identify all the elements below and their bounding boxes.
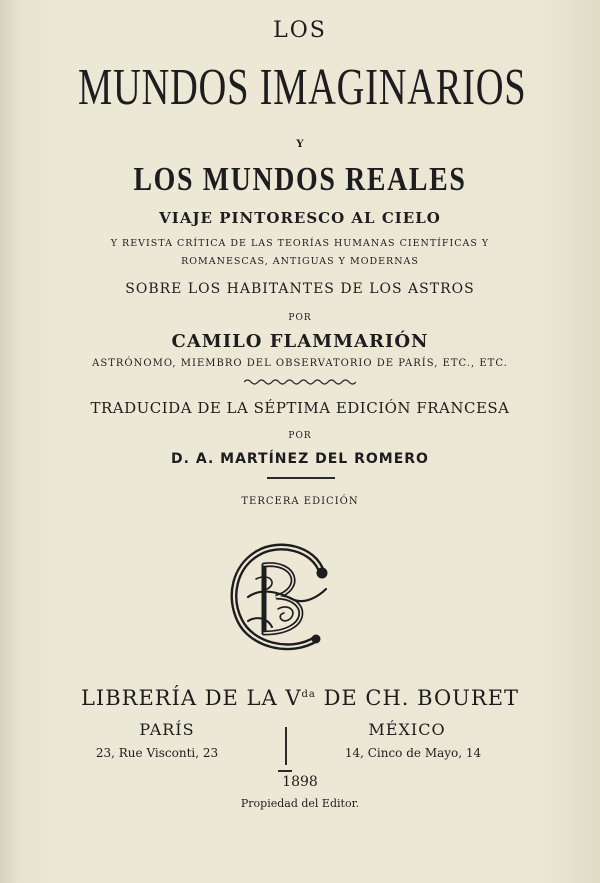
divider <box>267 477 335 479</box>
title-conjunction: Y <box>296 139 304 150</box>
author-por: POR <box>288 313 312 323</box>
subtitle-sobre: SOBRE LOS HABITANTES DE LOS ASTROS <box>125 281 475 297</box>
publisher-city-paris: PARÍS <box>139 720 195 739</box>
title-article: LOS <box>273 18 327 43</box>
publisher-address-paris: 23, Rue Visconti, 23 <box>95 746 219 760</box>
author-role: ASTRÓNOMO, MIEMBRO DEL OBSERVATORIO DE PARÍS, ETC., ETC. <box>92 358 508 369</box>
author-name: CAMILO FLAMMARIÓN <box>171 331 429 352</box>
publication-year: 1898 <box>282 774 318 790</box>
edition-label: TERCERA EDICIÓN <box>241 496 359 507</box>
translator-por: POR <box>288 431 312 441</box>
translator-name: D. A. MARTÍNEZ DEL ROMERO <box>171 451 429 467</box>
publisher-address-mexico: 14, Cinco de Mayo, 14 <box>344 746 482 760</box>
subtitle-viaje: VIAJE PINTORESCO AL CIELO <box>159 209 441 227</box>
subtitle-revista-line1: Y REVISTA CRÍTICA DE LAS TEORÍAS HUMANAS CIENTÍFICAS Y <box>110 238 490 249</box>
publisher-monogram-icon <box>218 535 344 661</box>
main-title: MUNDOS IMAGINARIOS <box>78 59 527 116</box>
year-rule <box>278 770 292 772</box>
rights-notice: Propiedad del Editor. <box>240 797 360 810</box>
ornamental-rule <box>244 378 356 386</box>
translation-note: TRADUCIDA DE LA SÉPTIMA EDICIÓN FRANCESA <box>90 399 510 417</box>
publisher-city-mexico: MÉXICO <box>368 720 446 739</box>
secondary-title: LOS MUNDOS REALES <box>133 161 467 198</box>
publisher-name: LIBRERÍA DE LA $V^{da}$ DE CH. BOURET <box>80 686 520 710</box>
subtitle-revista-line2: ROMANESCAS, ANTIGUAS Y MODERNAS <box>181 256 419 267</box>
